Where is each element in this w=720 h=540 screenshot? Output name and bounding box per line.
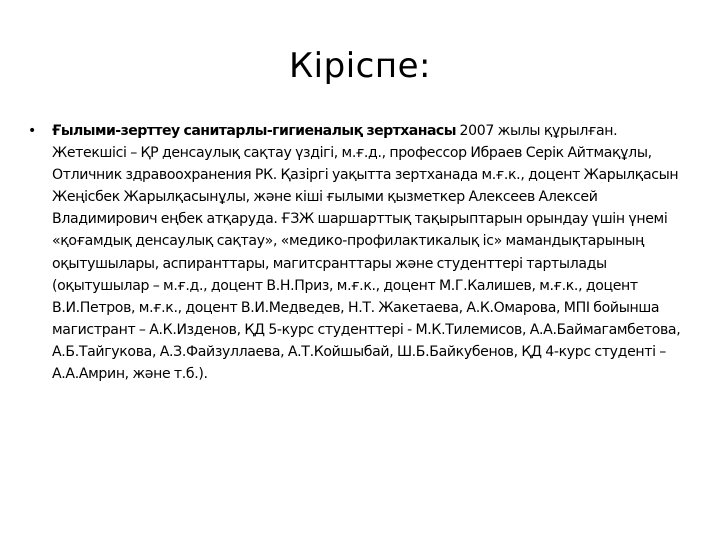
slide-content: [28, 120, 694, 385]
bullet-lead-text: Ғылыми-зерттеу санитарлы-гигиеналық зертханасы: [52, 123, 456, 139]
bullet-item: [28, 120, 694, 385]
slide-title: Кіріспе:: [289, 46, 431, 86]
bullet-body-text: 2007 жылы құрылған. Жетекшісі – ҚР денсаулық сақтау үздігі, м.ғ.д., профессор Ибраев Серік Айтмақұлы, Отличник здравоохранения РК. Қазіргі уақытта зертханада м.ғ.к., доцент Жарылқасын Жеңісбек Жарылқасынұлы, және кіші ғылыми қызметкер Алексеев Алексей Владимирович еңбек атқаруда. ҒЗЖ шаршарттық тақырыптарын орындау үшін үнемі «қоғамдық денсаулық сақтау», «медико-профилактикалық іс» мамандықтарының оқытушылары, аспиранттары, магитсранттары және студенттері тартылады (оқытушылар – м.ғ.д., доцент В.Н.Приз, м.ғ.к., доцент М.Г.Калишев, м.ғ.к., доцент В.И.Петров, м.ғ.к., доцент В.И.Медведев, Н.Т. Жакетаева, А.К.Омарова, МПІ бойынша магистрант – А.К.Изденов, ҚД 5-курс студенттері - М.К.Тилемисов, А.А.Баймагамбетова, А.Б.Тайгукова, А.З.Файзуллаева, А.Т.Койшыбай, Ш.Б.Байкубенов, ҚД 4-курс студенті – А.А.Амрин, және т.б.).: [52, 123, 681, 383]
bullet-marker: •: [28, 123, 36, 139]
